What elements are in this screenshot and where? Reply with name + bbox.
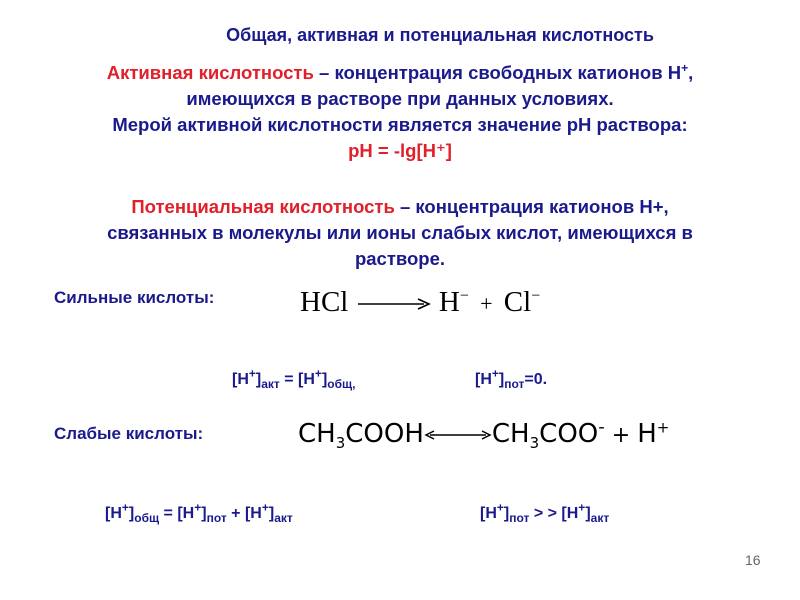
reactant-ch: CH: [298, 419, 336, 449]
rel-text: ]: [503, 505, 510, 522]
product-h: H: [637, 419, 657, 449]
active-acidity-block: [20, 60, 780, 164]
potential-acidity-def: концентрация катионов Н+,: [415, 196, 669, 217]
ph-formula: pH = -lg[H⁺]: [348, 140, 452, 161]
product-coo: COO: [539, 419, 599, 449]
rel-sup: +: [314, 366, 322, 381]
strong-relation-1: [232, 366, 356, 392]
product-h: H: [438, 286, 460, 318]
rel-text: [H: [105, 505, 122, 522]
potential-acidity-line-2: связанных в молекулы или ионы слабых кислот, имеющихся в: [107, 222, 693, 243]
product-sub: 3: [529, 434, 540, 453]
product-cl: Cl: [503, 286, 532, 318]
forward-arrow-icon: [356, 297, 432, 311]
rel-sub: акт: [274, 511, 293, 526]
rel-sub: пот: [206, 511, 227, 526]
h-plus-sup: +: [681, 60, 689, 75]
potential-acidity-line-1: [20, 194, 780, 220]
product-coo-charge: -: [598, 416, 605, 438]
potential-acidity-term: Потенциальная кислотность: [131, 196, 395, 217]
active-acidity-line-2: имеющихся в растворе при данных условиях.: [186, 88, 614, 109]
rel-text: = [H: [279, 371, 315, 388]
active-acidity-dash: –: [313, 62, 335, 83]
rel-sub: пот: [509, 511, 530, 526]
reactant-sub: 3: [335, 434, 346, 453]
product-h-charge: −: [459, 287, 469, 305]
rel-text: [H: [232, 371, 249, 388]
weak-relation-2: [480, 500, 610, 526]
rel-sup: +: [248, 366, 256, 381]
weak-relation-1: [105, 500, 293, 526]
rel-text: = [H: [159, 505, 195, 522]
plus-sign: +: [604, 423, 638, 448]
rel-sub: пот: [504, 377, 525, 392]
rel-text: ]: [268, 505, 275, 522]
potential-acidity-line-3: растворе.: [354, 248, 446, 269]
active-acidity-def: концентрация свободных катионов Н: [334, 62, 682, 83]
rel-text: ]: [498, 371, 505, 388]
rel-sub: общ,: [327, 377, 356, 392]
reactant-cooh: COOH: [345, 419, 424, 449]
rel-text: [H: [480, 505, 497, 522]
rel-sup: +: [578, 500, 586, 515]
potential-acidity-block: [20, 194, 780, 272]
page-number: 16: [745, 552, 761, 568]
rel-sub: акт: [261, 377, 280, 392]
rel-sup: +: [194, 500, 202, 515]
plus-sign: +: [480, 291, 493, 316]
weak-acid-reaction: [298, 416, 670, 453]
rel-text: ]: [321, 371, 328, 388]
rel-text: =0.: [524, 371, 548, 388]
rel-text: + [H: [226, 505, 262, 522]
equilibrium-arrow-icon: [424, 428, 492, 442]
rel-text: ]: [255, 371, 262, 388]
product-ch: CH: [491, 419, 530, 449]
active-acidity-line-3: Мерой активной кислотности является значение pH раствора:: [112, 114, 688, 135]
rel-sub: общ: [134, 511, 160, 526]
rel-sup: +: [496, 500, 504, 515]
rel-text: ]: [128, 505, 135, 522]
rel-sup: +: [121, 500, 129, 515]
active-acidity-term: Активная кислотность: [106, 62, 314, 83]
rel-text: ]: [585, 505, 591, 522]
product-cl-charge: −: [531, 287, 541, 305]
active-acidity-line-1: [20, 60, 780, 86]
slide-title: Общая, активная и потенциальная кислотность: [226, 25, 654, 45]
rel-text: ]: [201, 505, 207, 522]
rel-sub: акт: [590, 511, 610, 526]
rel-text: > > [H: [529, 505, 579, 522]
weak-acids-label: Слабые кислоты:: [54, 424, 204, 443]
rel-sup: +: [261, 500, 269, 515]
product-h-charge: +: [656, 418, 670, 437]
strong-acid-reaction: [300, 286, 540, 319]
rel-text: [H: [475, 371, 492, 388]
reactant-hcl: HCl: [300, 286, 349, 318]
rel-sup: +: [491, 366, 499, 381]
active-acidity-comma: ,: [688, 62, 694, 83]
strong-relation-2: [475, 366, 548, 392]
strong-acids-label: Сильные кислоты:: [54, 288, 215, 307]
potential-acidity-dash: –: [394, 196, 416, 217]
